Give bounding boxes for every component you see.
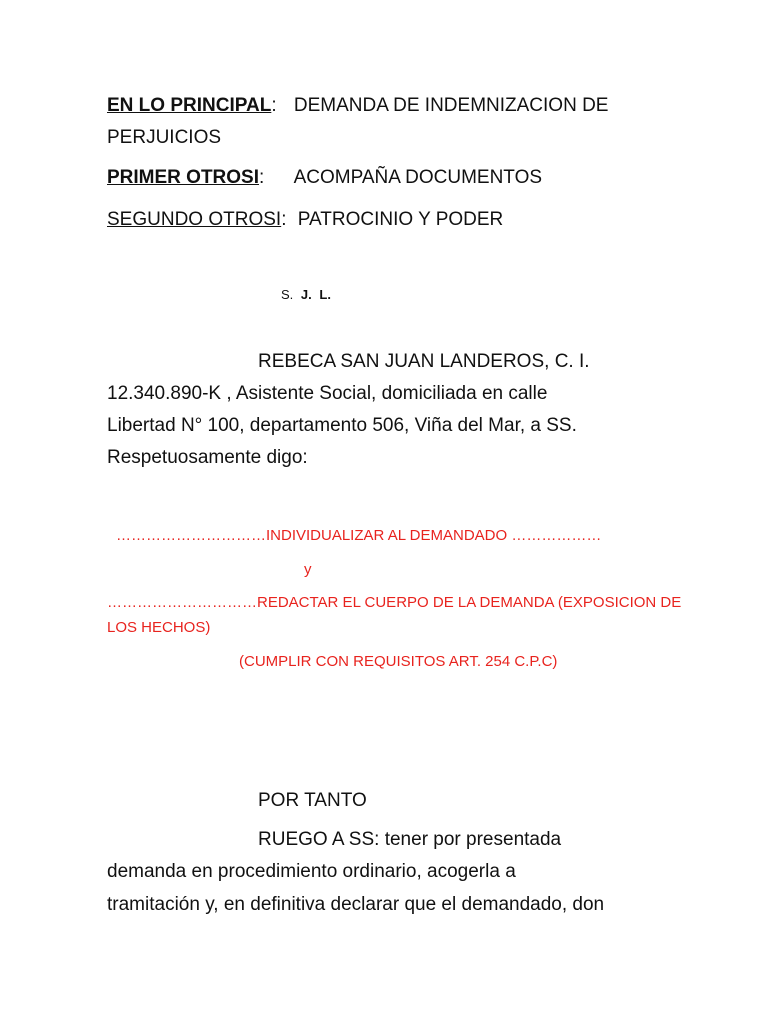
closing-line-3: tramitación y, en definitiva declarar que el demandado, don [107,894,605,915]
segundo-otrosi-colon: : [281,209,287,230]
primer-otrosi-colon: : [259,167,265,188]
court-j: J. [300,287,312,302]
principal-text: DEMANDA DE INDEMNIZACION DE [293,95,609,116]
principal-line [107,94,608,118]
instruction-and: y [304,561,312,578]
closing-line-1: RUEGO A SS: tener por presentada [258,829,562,850]
primer-otrosi-label: PRIMER OTROSI [107,167,260,188]
principal-colon: : [271,95,277,116]
intro-line-3: Libertad N° 100, departamento 506, Viña del Mar, a SS. [107,415,577,436]
court-l: L. [319,287,331,302]
segundo-otrosi-line [107,208,503,232]
intro-line-1: REBECA SAN JUAN LANDEROS, C. I. [258,351,590,372]
instruction-individualize: …………………………INDIVIDUALIZAR AL DEMANDADO ……………… [116,527,602,544]
segundo-otrosi-label: SEGUNDO OTROSI [107,209,282,230]
principal-text-continued: PERJUICIOS [107,127,222,148]
por-tanto: POR TANTO [258,790,367,811]
intro-line-4: Respetuosamente digo: [107,447,308,468]
instruction-draft-body: …………………………REDACTAR EL CUERPO DE LA DEMANDA (EXPOSICION DE [107,594,682,611]
court-abbreviation [281,283,331,307]
court-s: S. [281,287,294,302]
closing-line-2: demanda en procedimiento ordinario, acogerla a [107,861,516,882]
segundo-otrosi-text: PATROCINIO Y PODER [297,209,504,230]
principal-label: EN LO PRINCIPAL [107,95,272,116]
intro-line-2: 12.340.890-K , Asistente Social, domiciliada en calle [107,383,548,404]
primer-otrosi-text: ACOMPAÑA DOCUMENTOS [293,167,543,188]
primer-otrosi-line [107,166,542,190]
instruction-draft-body-continued: LOS HECHOS) [107,619,211,636]
instruction-requirements: (CUMPLIR CON REQUISITOS ART. 254 C.P.C) [239,653,558,670]
